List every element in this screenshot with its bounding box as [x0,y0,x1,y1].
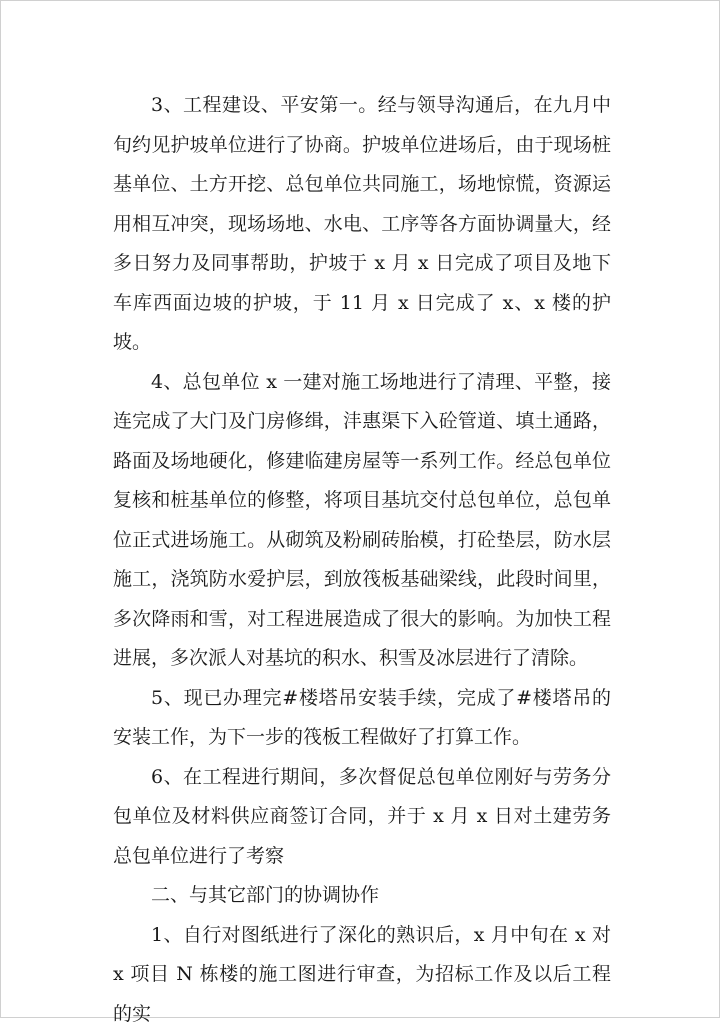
paragraph-contract-supervision: 6、在工程进行期间，多次督促总包单位刚好与劳务分包单位及材料供应商签订合同，并于 x 月 x 日对土建劳务总包单位进行了考察 [113,758,611,877]
paragraph-drawing-review: 1、自行对图纸进行了深化的熟识后，x 月中旬在 x 对 x 项目 N 栋楼的施工图进行审查，为招标工作及以后工程的实 [113,916,611,1034]
paragraph-tower-construction-safety: 3、工程建设、平安第一。经与领导沟通后，在九月中旬约见护坡单位进行了协商。护坡单位进场后，由于现场桩基单位、土方开挖、总包单位共同施工，场地惊慌，资源运用相互冲突，现场场地、水电、工序等各方面协调量大，经多日努力及同事帮助，护坡于 x 月 x 日完成了项目及地下车库西面边坡的护坡，于 11 月 x 日完成了 x、x 楼的护坡。 [113,86,611,363]
paragraph-general-contractor-site-work: 4、总包单位 x 一建对施工场地进行了清理、平整，接连完成了大门及门房修缉，沣惠渠下入砼管道、填土通路，路面及场地硬化，修建临建房屋等一系列工作。经总包单位复核和桩基单位的修整，将项目基坑交付总包单位，总包单位正式进场施工。从砌筑及粉刷砖胎模，打砼垫层，防水层施工，浇筑防水爱护层，到放筏板基础梁线，此段时间里，多次降雨和雪，对工程进展造成了很大的影响。为加快工程进展，多次派人对基坑的积水、积雪及冰层进行了清除。 [113,363,611,679]
document-body [113,86,611,1034]
section-heading-department-coordination: 二、与其它部门的协调协作 [113,876,611,916]
paragraph-tower-crane-installation: 5、现已办理完#楼塔吊安装手续，完成了#楼塔吊的安装工作，为下一步的筏板工程做好了打算工作。 [113,679,611,758]
